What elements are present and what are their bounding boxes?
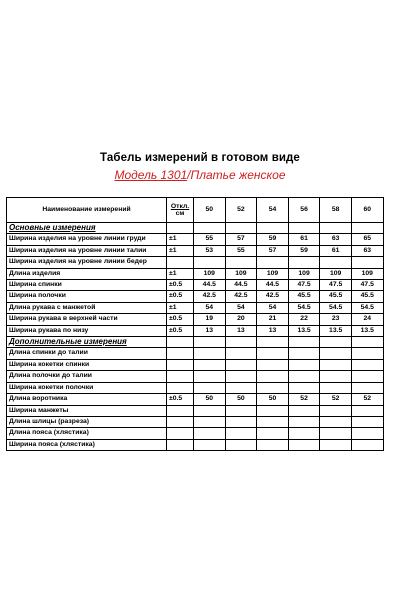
measurement-name: Длина шлицы (разреза) [7, 416, 167, 427]
model-number: Модель 1301 [114, 168, 188, 182]
size-value-cell [288, 405, 320, 416]
size-value-cell: 57 [257, 245, 289, 256]
size-value-cell [351, 359, 383, 370]
size-value-cell [194, 337, 226, 348]
size-value-cell: 61 [320, 245, 352, 256]
size-value-cell [288, 439, 320, 450]
size-value-cell: 109 [225, 268, 257, 279]
size-value-cell: 59 [257, 234, 289, 245]
model-separator: / [187, 168, 191, 182]
size-value-cell: 109 [194, 268, 226, 279]
size-value-cell: 44.5 [257, 280, 289, 291]
tolerance-cell [167, 382, 194, 393]
header-tolerance-label: Откл. [170, 203, 190, 210]
size-value-cell [225, 371, 257, 382]
header-size: 54 [257, 198, 289, 223]
size-value-cell: 109 [351, 268, 383, 279]
table-row [7, 416, 384, 427]
tolerance-cell [167, 405, 194, 416]
size-value-cell: 52 [320, 394, 352, 405]
table-row [7, 359, 384, 370]
table-row [7, 371, 384, 382]
tolerance-cell: ±0.5 [167, 280, 194, 291]
header-size: 52 [225, 198, 257, 223]
table-section-row [7, 337, 384, 348]
tolerance-cell: ±0.5 [167, 291, 194, 302]
size-value-cell [194, 223, 226, 234]
table-row [7, 405, 384, 416]
size-value-cell: 52 [351, 394, 383, 405]
size-value-cell [288, 348, 320, 359]
size-value-cell: 54 [194, 302, 226, 313]
size-value-cell: 52 [288, 394, 320, 405]
tolerance-cell: ±1 [167, 268, 194, 279]
tolerance-cell: ±1 [167, 234, 194, 245]
size-value-cell [194, 359, 226, 370]
size-value-cell [320, 359, 352, 370]
size-value-cell [288, 223, 320, 234]
size-value-cell [225, 439, 257, 450]
size-value-cell: 54.5 [288, 302, 320, 313]
size-value-cell [194, 257, 226, 268]
document-title: Табель измерений в готовом виде [100, 152, 300, 164]
size-value-cell [194, 428, 226, 439]
tolerance-cell [167, 223, 194, 234]
size-value-cell [320, 416, 352, 427]
size-value-cell: 54 [225, 302, 257, 313]
tolerance-cell [167, 348, 194, 359]
measurement-name: Ширина пояса (хлястика) [7, 439, 167, 450]
tolerance-cell [167, 371, 194, 382]
size-value-cell [225, 428, 257, 439]
size-value-cell: 55 [225, 245, 257, 256]
table-row [7, 302, 384, 313]
tolerance-cell: ±1 [167, 245, 194, 256]
size-value-cell [320, 428, 352, 439]
size-value-cell [288, 257, 320, 268]
header-tolerance [167, 198, 194, 223]
model-description: Платье женское [190, 168, 286, 182]
tolerance-cell [167, 428, 194, 439]
measurement-name: Ширина полочки [7, 291, 167, 302]
table-row [7, 314, 384, 325]
measurement-name: Ширина рукава в верхней части [7, 314, 167, 325]
table-row [7, 280, 384, 291]
size-value-cell [225, 337, 257, 348]
size-value-cell: 109 [320, 268, 352, 279]
size-value-cell [225, 405, 257, 416]
table-row [7, 348, 384, 359]
size-value-cell: 54 [257, 302, 289, 313]
size-value-cell: 47.5 [288, 280, 320, 291]
measurement-name: Ширина спинки [7, 280, 167, 291]
size-value-cell [257, 359, 289, 370]
header-measurement-name: Наименование измерений [7, 198, 167, 223]
table-row [7, 439, 384, 450]
section-title: Основные измерения [7, 223, 167, 234]
size-value-cell: 50 [257, 394, 289, 405]
size-value-cell [257, 371, 289, 382]
table-row [7, 245, 384, 256]
table-body [7, 223, 384, 451]
size-value-cell: 24 [351, 314, 383, 325]
size-value-cell [225, 348, 257, 359]
size-value-cell [351, 416, 383, 427]
size-value-cell: 13 [257, 325, 289, 336]
size-value-cell: 23 [320, 314, 352, 325]
size-value-cell [194, 371, 226, 382]
size-value-cell: 45.5 [320, 291, 352, 302]
measurement-name: Ширина изделия на уровне линии бедер [7, 257, 167, 268]
tolerance-cell: ±0.5 [167, 394, 194, 405]
size-value-cell [288, 428, 320, 439]
size-value-cell [320, 257, 352, 268]
model-line [0, 168, 400, 182]
size-value-cell: 65 [351, 234, 383, 245]
size-value-cell: 47.5 [320, 280, 352, 291]
measurement-name: Ширина изделия на уровне линии талии [7, 245, 167, 256]
size-value-cell [288, 382, 320, 393]
tolerance-cell: ±0.5 [167, 325, 194, 336]
size-value-cell [257, 405, 289, 416]
size-value-cell [288, 359, 320, 370]
size-value-cell [257, 223, 289, 234]
measurement-name: Ширина кокетки полочки [7, 382, 167, 393]
size-value-cell [351, 257, 383, 268]
size-value-cell: 53 [194, 245, 226, 256]
header-size: 56 [288, 198, 320, 223]
size-value-cell [225, 257, 257, 268]
measurement-name: Длина спинки до талии [7, 348, 167, 359]
size-value-cell [194, 439, 226, 450]
measurement-name: Ширина манжеты [7, 405, 167, 416]
tolerance-cell [167, 359, 194, 370]
size-value-cell [257, 416, 289, 427]
size-value-cell [225, 359, 257, 370]
header-size: 50 [194, 198, 226, 223]
size-value-cell [320, 439, 352, 450]
size-value-cell: 13.5 [320, 325, 352, 336]
size-value-cell [194, 405, 226, 416]
size-value-cell [225, 416, 257, 427]
size-value-cell [320, 223, 352, 234]
size-value-cell: 47.5 [351, 280, 383, 291]
size-value-cell: 19 [194, 314, 226, 325]
size-value-cell: 21 [257, 314, 289, 325]
measurement-name: Ширина кокетки спинки [7, 359, 167, 370]
measurement-name: Длина воротника [7, 394, 167, 405]
size-value-cell [351, 223, 383, 234]
header-size: 58 [320, 198, 352, 223]
size-value-cell: 50 [225, 394, 257, 405]
size-value-cell [320, 382, 352, 393]
table-row [7, 428, 384, 439]
size-value-cell: 42.5 [194, 291, 226, 302]
measurement-name: Длина пояса (хлястика) [7, 428, 167, 439]
size-value-cell: 45.5 [351, 291, 383, 302]
tolerance-cell: ±1 [167, 302, 194, 313]
size-value-cell [351, 348, 383, 359]
measurement-table [6, 197, 384, 451]
size-value-cell [351, 382, 383, 393]
size-value-cell [351, 371, 383, 382]
size-value-cell [257, 337, 289, 348]
table-row [7, 268, 384, 279]
size-value-cell: 20 [225, 314, 257, 325]
table-row [7, 234, 384, 245]
measurement-name: Длина изделия [7, 268, 167, 279]
size-value-cell: 42.5 [257, 291, 289, 302]
size-value-cell: 54.5 [320, 302, 352, 313]
measurement-name: Длина рукава с манжетой [7, 302, 167, 313]
size-value-cell [194, 382, 226, 393]
size-value-cell [351, 428, 383, 439]
size-value-cell [288, 416, 320, 427]
size-value-cell: 13.5 [288, 325, 320, 336]
size-value-cell: 54.5 [351, 302, 383, 313]
size-value-cell: 22 [288, 314, 320, 325]
size-value-cell [351, 337, 383, 348]
header-tolerance-unit: см [175, 210, 185, 217]
tolerance-cell [167, 257, 194, 268]
size-value-cell: 13 [225, 325, 257, 336]
table-row [7, 394, 384, 405]
size-value-cell [194, 416, 226, 427]
size-value-cell [288, 371, 320, 382]
table-row [7, 257, 384, 268]
size-value-cell: 57 [225, 234, 257, 245]
size-value-cell [320, 371, 352, 382]
size-value-cell [257, 382, 289, 393]
size-value-cell: 42.5 [225, 291, 257, 302]
size-value-cell: 44.5 [225, 280, 257, 291]
size-value-cell: 45.5 [288, 291, 320, 302]
size-value-cell [257, 428, 289, 439]
measurement-name: Ширина рукава по низу [7, 325, 167, 336]
size-value-cell: 44.5 [194, 280, 226, 291]
size-value-cell [194, 348, 226, 359]
size-value-cell [320, 405, 352, 416]
section-title: Дополнительные измерения [7, 337, 167, 348]
table-row [7, 291, 384, 302]
size-value-cell: 50 [194, 394, 226, 405]
size-value-cell [351, 405, 383, 416]
size-value-cell [257, 439, 289, 450]
size-value-cell: 63 [320, 234, 352, 245]
measurement-name: Ширина изделия на уровне линии груди [7, 234, 167, 245]
size-value-cell [257, 348, 289, 359]
size-value-cell [225, 223, 257, 234]
size-value-cell [288, 337, 320, 348]
tolerance-cell [167, 337, 194, 348]
size-value-cell [320, 337, 352, 348]
header-size: 60 [351, 198, 383, 223]
size-value-cell: 63 [351, 245, 383, 256]
size-value-cell: 109 [288, 268, 320, 279]
table-header-row [7, 198, 384, 223]
size-value-cell [351, 439, 383, 450]
size-value-cell: 59 [288, 245, 320, 256]
tolerance-cell [167, 439, 194, 450]
tolerance-cell: ±0.5 [167, 314, 194, 325]
size-value-cell: 13 [194, 325, 226, 336]
size-value-cell: 55 [194, 234, 226, 245]
size-value-cell [257, 257, 289, 268]
table-row [7, 382, 384, 393]
size-value-cell: 13.5 [351, 325, 383, 336]
tolerance-cell [167, 416, 194, 427]
size-value-cell [225, 382, 257, 393]
size-value-cell: 61 [288, 234, 320, 245]
measurement-name: Длина полочки до талии [7, 371, 167, 382]
table-section-row [7, 223, 384, 234]
size-value-cell: 109 [257, 268, 289, 279]
table-row [7, 325, 384, 336]
size-value-cell [320, 348, 352, 359]
